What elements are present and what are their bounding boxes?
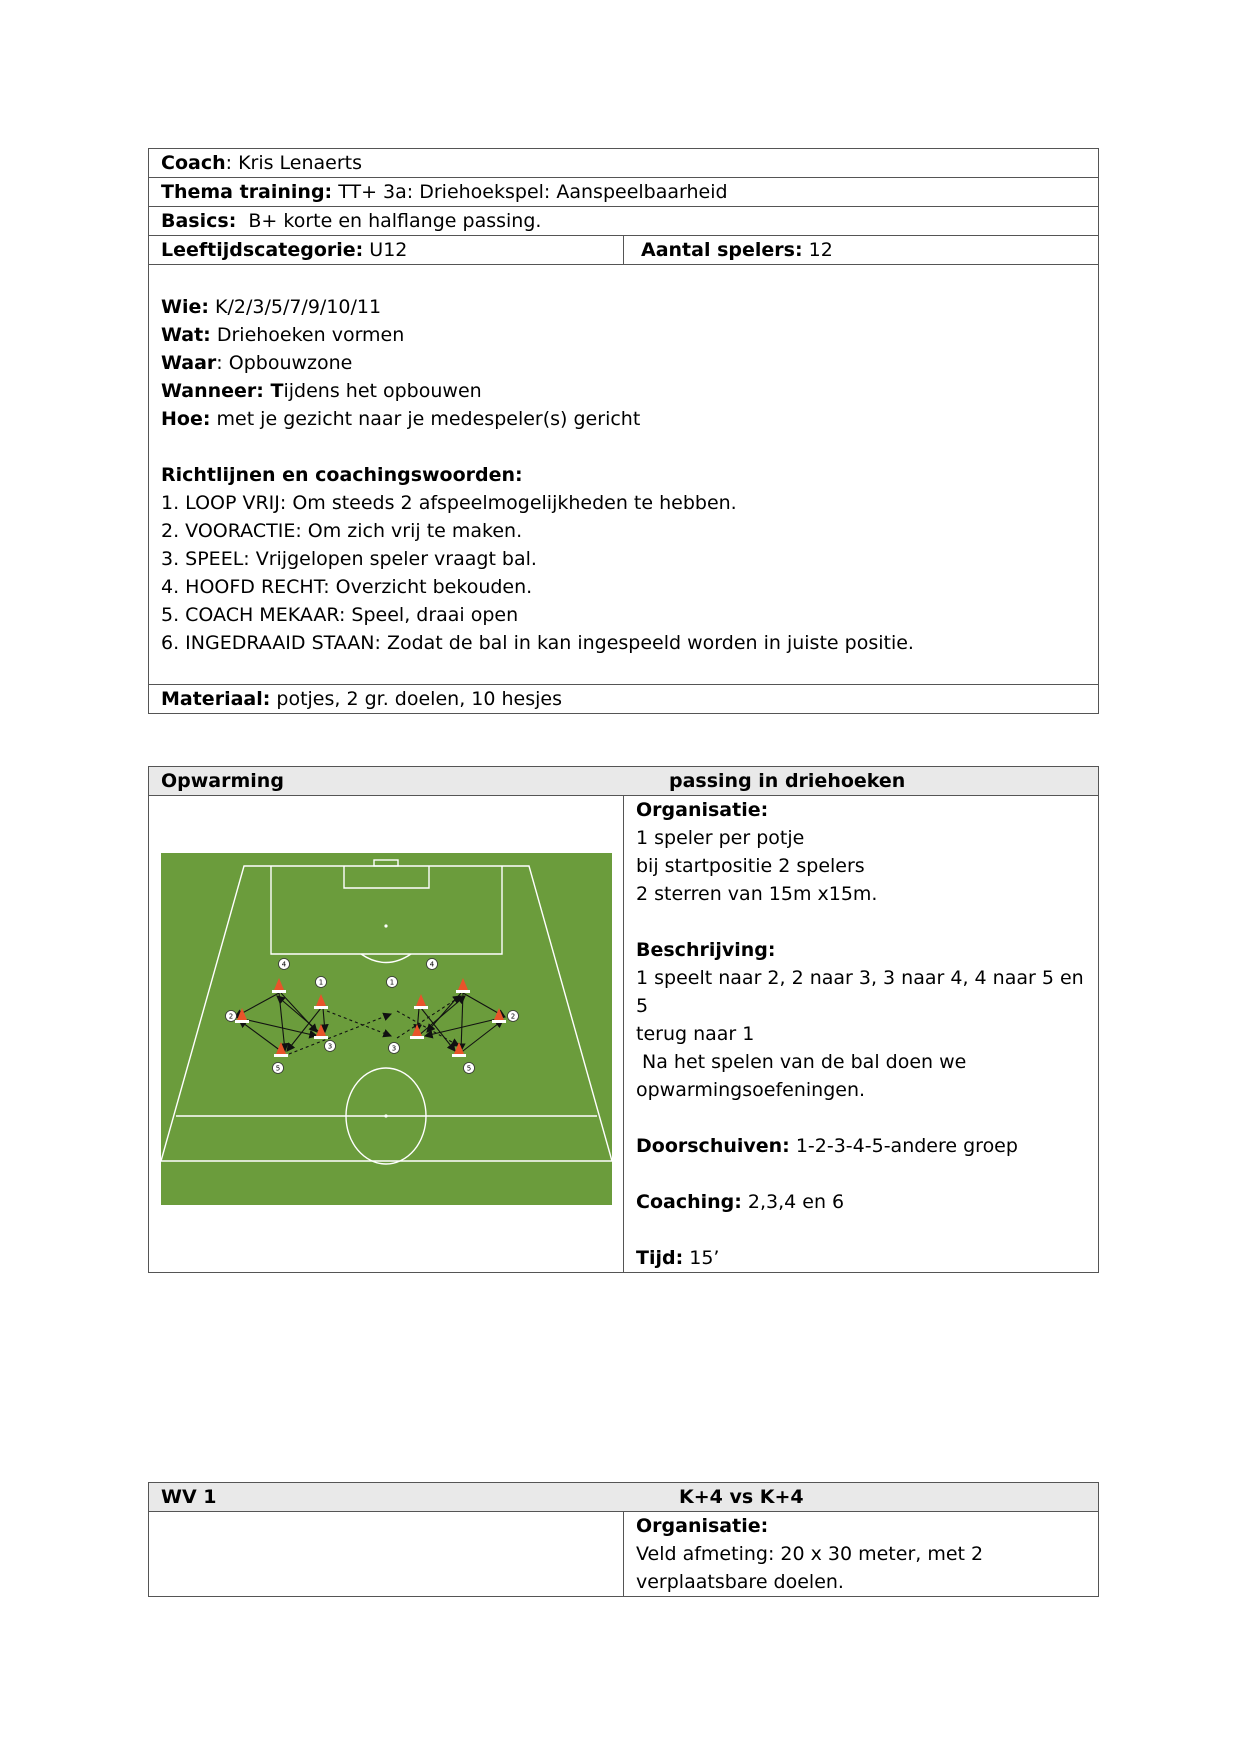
wanneer-line bbox=[161, 377, 1086, 405]
coaching-label: Coaching: bbox=[636, 1191, 742, 1213]
player-number: 2 bbox=[510, 1012, 516, 1021]
wat-line bbox=[161, 321, 1086, 349]
wie-label: Wie: bbox=[161, 296, 209, 318]
theme-value: TT+ 3a: Driehoekspel: Aanspeelbaarheid bbox=[338, 181, 728, 203]
wv1-org-label bbox=[636, 1512, 1086, 1540]
warmup-title: Opwarming bbox=[161, 770, 284, 792]
players-label: Aantal spelers: bbox=[641, 239, 803, 261]
wanneer-value: ijdens het opbouwen bbox=[283, 380, 482, 402]
desc-line: Na het spelen van de bal doen we bbox=[636, 1051, 967, 1073]
player-marker bbox=[389, 1043, 400, 1054]
material-value: potjes, 2 gr. doelen, 10 hesjes bbox=[276, 688, 562, 710]
wat-label: Wat: bbox=[161, 324, 211, 346]
wv1-header bbox=[149, 1483, 1099, 1512]
guideline-item: 6. INGEDRAAID STAAN: Zodat de bal in kan ingespeeld worden in juiste positie. bbox=[161, 632, 914, 654]
warmup-text-cell bbox=[624, 796, 1099, 1273]
age-value: U12 bbox=[369, 239, 408, 261]
wat-value: Driehoeken vormen bbox=[216, 324, 405, 346]
age-label: Leeftijdscategorie: bbox=[161, 239, 364, 261]
wanneer-label: Wanneer: T bbox=[161, 380, 284, 402]
pitch-background bbox=[161, 853, 612, 1205]
desc-line: terug naar 1 bbox=[636, 1023, 755, 1045]
player-marker bbox=[273, 1063, 284, 1074]
time-value: 15’ bbox=[689, 1247, 720, 1269]
guideline-item: 4. HOOFD RECHT: Overzicht bekouden. bbox=[161, 576, 533, 598]
guideline-item: 1. LOOP VRIJ: Om steeds 2 afspeelmogelijkheden te hebben. bbox=[161, 492, 737, 514]
guideline-item: 2. VOORACTIE: Om zich vrij te maken. bbox=[161, 520, 523, 542]
wv1-title: WV 1 bbox=[161, 1486, 217, 1508]
waar-line: Waar: Opbouwzone bbox=[161, 352, 353, 374]
guidelines-title-text: Richtlijnen en coachingswoorden: bbox=[161, 464, 523, 486]
time-line bbox=[636, 1244, 1086, 1272]
player-number: 3 bbox=[391, 1044, 397, 1053]
player-number: 1 bbox=[389, 978, 395, 987]
wv1-org-line: verplaatsbare doelen. bbox=[636, 1571, 844, 1593]
desc-label-text: Beschrijving: bbox=[636, 939, 776, 961]
player-marker bbox=[464, 1063, 475, 1074]
player-number: 4 bbox=[429, 960, 435, 969]
coach-row: Coach: Kris Lenaerts bbox=[149, 149, 1099, 178]
training-sheet-table bbox=[148, 148, 1099, 714]
basics-row bbox=[149, 207, 1099, 236]
desc-line: 1 speelt naar 2, 2 naar 3, 3 naar 4, 4 naar 5 en 5 bbox=[636, 967, 1084, 1017]
player-number: 5 bbox=[466, 1064, 472, 1073]
wv1-diagram-cell bbox=[149, 1512, 624, 1597]
wv1-org-label-text: Organisatie: bbox=[636, 1515, 769, 1537]
org-line: 1 speler per potje bbox=[636, 827, 805, 849]
coach-value: Kris Lenaerts bbox=[238, 152, 363, 174]
player-marker bbox=[387, 977, 398, 988]
wv1-table bbox=[148, 1482, 1099, 1597]
age-cell bbox=[149, 236, 624, 265]
theme-row bbox=[149, 178, 1099, 207]
player-number: 2 bbox=[228, 1012, 234, 1021]
player-marker bbox=[427, 959, 438, 970]
details-cell bbox=[149, 265, 1099, 685]
org-label-text: Organisatie: bbox=[636, 799, 769, 821]
wv1-subtitle: K+4 vs K+4 bbox=[679, 1486, 804, 1508]
warmup-header bbox=[149, 767, 1099, 796]
warmup-subtitle: passing in driehoeken bbox=[669, 770, 906, 792]
warmup-table bbox=[148, 766, 1099, 1273]
coach-label: Coach bbox=[161, 152, 226, 174]
guideline-item: 5. COACH MEKAAR: Speel, draai open bbox=[161, 604, 519, 626]
player-marker bbox=[316, 977, 327, 988]
org-line: 2 sterren van 15m x15m. bbox=[636, 883, 878, 905]
warmup-diagram-cell bbox=[149, 796, 624, 1273]
player-marker bbox=[279, 959, 290, 970]
material-row bbox=[149, 685, 1099, 714]
guideline-item: 3. SPEEL: Vrijgelopen speler vraagt bal. bbox=[161, 548, 537, 570]
hoe-label: Hoe: bbox=[161, 408, 211, 430]
wv1-org-line: Veld afmeting: 20 x 30 meter, met 2 bbox=[636, 1543, 984, 1565]
theme-label: Thema training: bbox=[161, 181, 333, 203]
wv1-text-cell bbox=[624, 1512, 1099, 1597]
hoe-value: met je gezicht naar je medespeler(s) gericht bbox=[216, 408, 641, 430]
material-label: Materiaal: bbox=[161, 688, 271, 710]
desc-label bbox=[636, 936, 1086, 964]
players-value: 12 bbox=[808, 239, 833, 261]
guidelines-title bbox=[161, 461, 1086, 489]
rotate-line bbox=[636, 1132, 1086, 1160]
hoe-line bbox=[161, 405, 1086, 433]
coaching-value: 2,3,4 en 6 bbox=[747, 1191, 845, 1213]
coaching-line bbox=[636, 1188, 1086, 1216]
basics-label: Basics: bbox=[161, 210, 237, 232]
basics-value: B+ korte en halflange passing. bbox=[248, 210, 542, 232]
wie-line bbox=[161, 293, 1086, 321]
time-label: Tijd: bbox=[636, 1247, 684, 1269]
player-marker bbox=[508, 1011, 519, 1022]
rotate-value: 1-2-3-4-5-andere groep bbox=[795, 1135, 1018, 1157]
player-marker bbox=[325, 1041, 336, 1052]
waar-value: Opbouwzone bbox=[228, 352, 353, 374]
player-number: 3 bbox=[327, 1042, 333, 1051]
player-number: 1 bbox=[318, 978, 324, 987]
players-cell bbox=[624, 236, 1099, 265]
org-label bbox=[636, 796, 1086, 824]
wie-value: K/2/3/5/7/9/10/11 bbox=[215, 296, 382, 318]
waar-label: Waar bbox=[161, 352, 217, 374]
player-marker bbox=[226, 1011, 237, 1022]
desc-line: opwarmingsoefeningen. bbox=[636, 1079, 866, 1101]
pitch-diagram bbox=[149, 796, 624, 1246]
rotate-label: Doorschuiven: bbox=[636, 1135, 790, 1157]
player-number: 5 bbox=[275, 1064, 281, 1073]
org-line: bij startpositie 2 spelers bbox=[636, 855, 865, 877]
player-number: 4 bbox=[281, 960, 287, 969]
